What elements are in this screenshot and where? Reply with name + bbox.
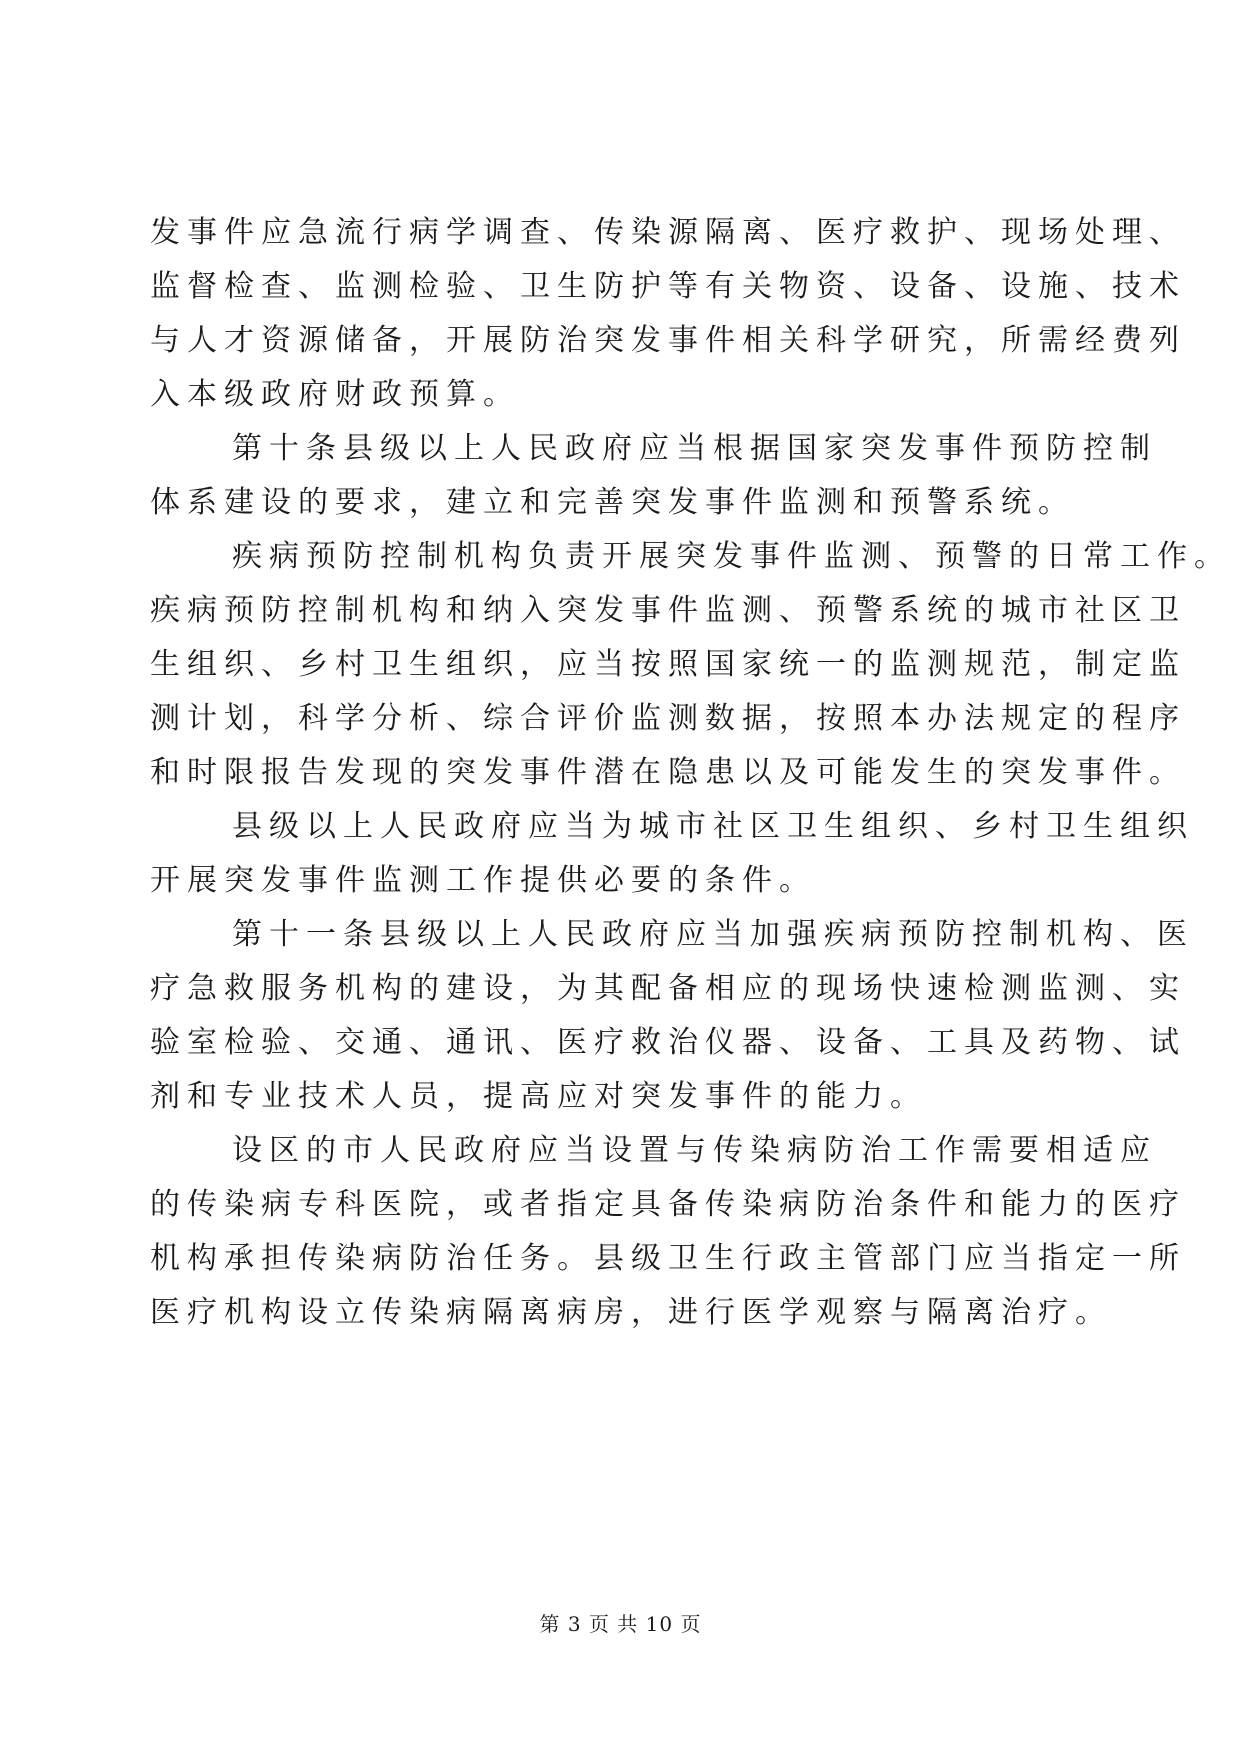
paragraph-1-line-1: 发事件应急流行病学调查、传染源隔离、医疗救护、现场处理、 <box>150 215 1186 250</box>
paragraph-5-line-1: 第十一条县级以上人民政府应当加强疾病预防控制机构、医 <box>232 917 1194 952</box>
paragraph-3-line-1: 疾病预防控制机构负责开展突发事件监测、预警的日常工作。 <box>232 539 1231 574</box>
page-number-footer: 第 3 页 共 10 页 <box>539 1612 702 1636</box>
paragraph-4-line-1: 县级以上人民政府应当为城市社区卫生组织、乡村卫生组织 <box>232 809 1194 844</box>
paragraph-6-line-2: 的传染病专科医院，或者指定具备传染病防治条件和能力的医疗 <box>150 1187 1186 1222</box>
paragraph-1-line-4: 入本级政府财政预算。 <box>150 377 520 412</box>
paragraph-3-line-3: 生组织、乡村卫生组织，应当按照国家统一的监测规范，制定监 <box>150 647 1186 682</box>
paragraph-1-line-3: 与人才资源储备，开展防治突发事件相关科学研究，所需经费列 <box>150 323 1186 358</box>
paragraph-3-line-2: 疾病预防控制机构和纳入突发事件监测、预警系统的城市社区卫 <box>150 593 1186 628</box>
paragraph-2-line-1: 第十条县级以上人民政府应当根据国家突发事件预防控制 <box>232 431 1157 466</box>
paragraph-3-line-4: 测计划，科学分析、综合评价监测数据，按照本办法规定的程序 <box>150 701 1186 736</box>
paragraph-1-line-2: 监督检查、监测检验、卫生防护等有关物资、设备、设施、技术 <box>150 269 1186 304</box>
paragraph-2-line-2: 体系建设的要求，建立和完善突发事件监测和预警系统。 <box>150 485 1075 520</box>
paragraph-5-line-2: 疗急救服务机构的建设，为其配备相应的现场快速检测监测、实 <box>150 971 1186 1006</box>
paragraph-3-line-5: 和时限报告发现的突发事件潜在隐患以及可能发生的突发事件。 <box>150 755 1186 790</box>
paragraph-5-line-3: 验室检验、交通、通讯、医疗救治仪器、设备、工具及药物、试 <box>150 1025 1186 1060</box>
paragraph-6-line-1: 设区的市人民政府应当设置与传染病防治工作需要相适应 <box>232 1133 1157 1168</box>
paragraph-5-line-4: 剂和专业技术人员，提高应对突发事件的能力。 <box>150 1079 927 1114</box>
paragraph-6-line-3: 机构承担传染病防治任务。县级卫生行政主管部门应当指定一所 <box>150 1241 1186 1276</box>
paragraph-4-line-2: 开展突发事件监测工作提供必要的条件。 <box>150 863 816 898</box>
paragraph-6-line-4: 医疗机构设立传染病隔离病房，进行医学观察与隔离治疗。 <box>150 1295 1112 1330</box>
